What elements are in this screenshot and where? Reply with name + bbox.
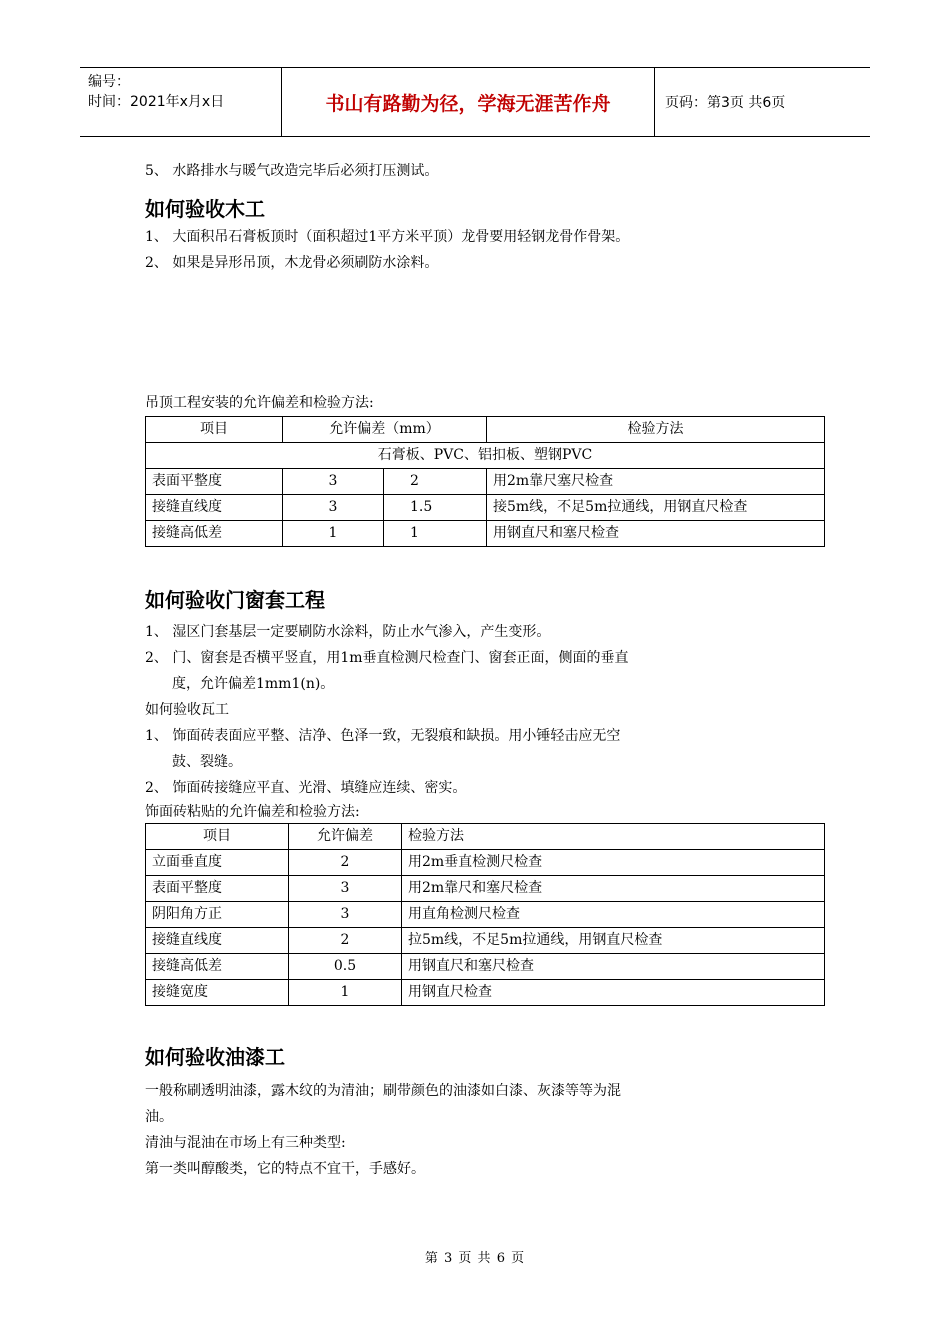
table-row bbox=[146, 902, 825, 928]
row-method: 用钢直尺检查 bbox=[402, 980, 825, 1006]
header-meta bbox=[80, 68, 282, 136]
row-value: 1 bbox=[384, 521, 487, 547]
header-item: 项目 bbox=[146, 417, 283, 443]
table-row bbox=[146, 876, 825, 902]
table-row bbox=[146, 928, 825, 954]
row-item: 立面垂直度 bbox=[146, 850, 289, 876]
row-value: 0.5 bbox=[289, 954, 402, 980]
document-number-label: 编号： bbox=[88, 74, 130, 90]
row-value: 3 bbox=[289, 902, 402, 928]
paint-heading: 如何验收油漆工 bbox=[145, 1045, 285, 1069]
table-row bbox=[146, 980, 825, 1006]
row-item: 阴阳角方正 bbox=[146, 902, 289, 928]
row-value: 2 bbox=[384, 469, 487, 495]
carpentry-item-2: 2、 如果是异形吊顶，木龙骨必须刷防水涂料。 bbox=[145, 255, 439, 271]
row-item: 表面平整度 bbox=[146, 469, 283, 495]
row-method: 用2m垂直检测尺检查 bbox=[402, 850, 825, 876]
plumbing-item-5: 5、 水路排水与暖气改造完毕后必须打压测试。 bbox=[145, 163, 439, 179]
page-content bbox=[145, 158, 825, 1182]
tile-table-caption: 饰面砖粘贴的允许偏差和检验方法: bbox=[145, 804, 360, 820]
table-row bbox=[146, 521, 825, 547]
paint-paragraph-2: 清油与混油在市场上有三种类型: bbox=[145, 1135, 346, 1151]
table-row bbox=[146, 469, 825, 495]
row-method: 用2m靠尺塞尺检查 bbox=[487, 469, 825, 495]
table-row bbox=[146, 495, 825, 521]
row-value: 2 bbox=[289, 928, 402, 954]
row-value: 3 bbox=[289, 876, 402, 902]
doors-item-2-cont: 度，允许偏差1mm1(n)。 bbox=[172, 676, 335, 692]
row-method: 接5m线，不足5m拉通线，用钢直尺检查 bbox=[487, 495, 825, 521]
table-header-row bbox=[146, 417, 825, 443]
tiling-heading: 如何验收瓦工 bbox=[145, 702, 229, 718]
table-row bbox=[146, 954, 825, 980]
document-date: 时间：2021年x月x日 bbox=[88, 94, 225, 110]
row-method: 用钢直尺和塞尺检查 bbox=[487, 521, 825, 547]
header-motto: 书山有路勤为径，学海无涯苦作舟 bbox=[282, 68, 655, 136]
header-tolerance: 允许偏差 bbox=[289, 824, 402, 850]
carpentry-heading: 如何验收木工 bbox=[145, 197, 265, 221]
paint-paragraph-1-cont: 油。 bbox=[145, 1109, 173, 1125]
row-item: 接缝宽度 bbox=[146, 980, 289, 1006]
header-item: 项目 bbox=[146, 824, 289, 850]
row-value: 1 bbox=[283, 521, 384, 547]
header-method: 检验方法 bbox=[402, 824, 825, 850]
row-method: 用2m靠尺和塞尺检查 bbox=[402, 876, 825, 902]
row-item: 接缝直线度 bbox=[146, 928, 289, 954]
paint-paragraph-3: 第一类叫醇酸类，它的特点不宜干，手感好。 bbox=[145, 1161, 425, 1177]
row-value: 3 bbox=[283, 469, 384, 495]
header-page-info: 页码：第3页 共6页 bbox=[665, 95, 786, 111]
row-value: 2 bbox=[289, 850, 402, 876]
ceiling-tolerance-table bbox=[145, 416, 825, 547]
row-item: 表面平整度 bbox=[146, 876, 289, 902]
carpentry-item-1: 1、 大面积吊石膏板顶时（面积超过1平方米平顶）龙骨要用轻钢龙骨作骨架。 bbox=[145, 229, 630, 245]
row-value: 1.5 bbox=[384, 495, 487, 521]
table-row bbox=[146, 443, 825, 469]
row-method: 用钢直尺和塞尺检查 bbox=[402, 954, 825, 980]
tiling-item-1: 1、 饰面砖表面应平整、洁净、色泽一致，无裂痕和缺损。用小锤轻击应无空 bbox=[145, 728, 621, 744]
paint-paragraph-1: 一般称刷透明油漆，露木纹的为清油；刷带颜色的油漆如白漆、灰漆等等为混 bbox=[145, 1083, 621, 1099]
doors-item-2: 2、 门、窗套是否横平竖直，用1m垂直检测尺检查门、窗套正面，侧面的垂直 bbox=[145, 650, 629, 666]
row-value: 3 bbox=[283, 495, 384, 521]
row-item: 接缝高低差 bbox=[146, 954, 289, 980]
doors-item-1: 1、 湿区门套基层一定要刷防水涂料，防止水气渗入，产生变形。 bbox=[145, 624, 551, 640]
row-item: 接缝直线度 bbox=[146, 495, 283, 521]
tiling-item-2: 2、 饰面砖接缝应平直、光滑、填缝应连续、密实。 bbox=[145, 780, 467, 796]
row-value: 1 bbox=[289, 980, 402, 1006]
ceiling-table-caption: 吊顶工程安装的允许偏差和检验方法: bbox=[145, 395, 374, 411]
table-header-row bbox=[146, 824, 825, 850]
page-footer: 第 3 页 共 6 页 bbox=[424, 1251, 526, 1266]
table-row bbox=[146, 850, 825, 876]
material-row: 石膏板、PVC、铝扣板、塑钢PVC bbox=[146, 443, 825, 469]
row-item: 接缝高低差 bbox=[146, 521, 283, 547]
row-method: 拉5m线，不足5m拉通线，用钢直尺检查 bbox=[402, 928, 825, 954]
tiling-item-1-cont: 鼓、裂缝。 bbox=[172, 754, 242, 770]
tile-tolerance-table bbox=[145, 823, 825, 1006]
row-method: 用直角检测尺检查 bbox=[402, 902, 825, 928]
header-method: 检验方法 bbox=[487, 417, 825, 443]
page-header bbox=[80, 67, 870, 137]
doors-heading: 如何验收门窗套工程 bbox=[145, 588, 325, 612]
header-tolerance: 允许偏差（mm） bbox=[283, 417, 487, 443]
